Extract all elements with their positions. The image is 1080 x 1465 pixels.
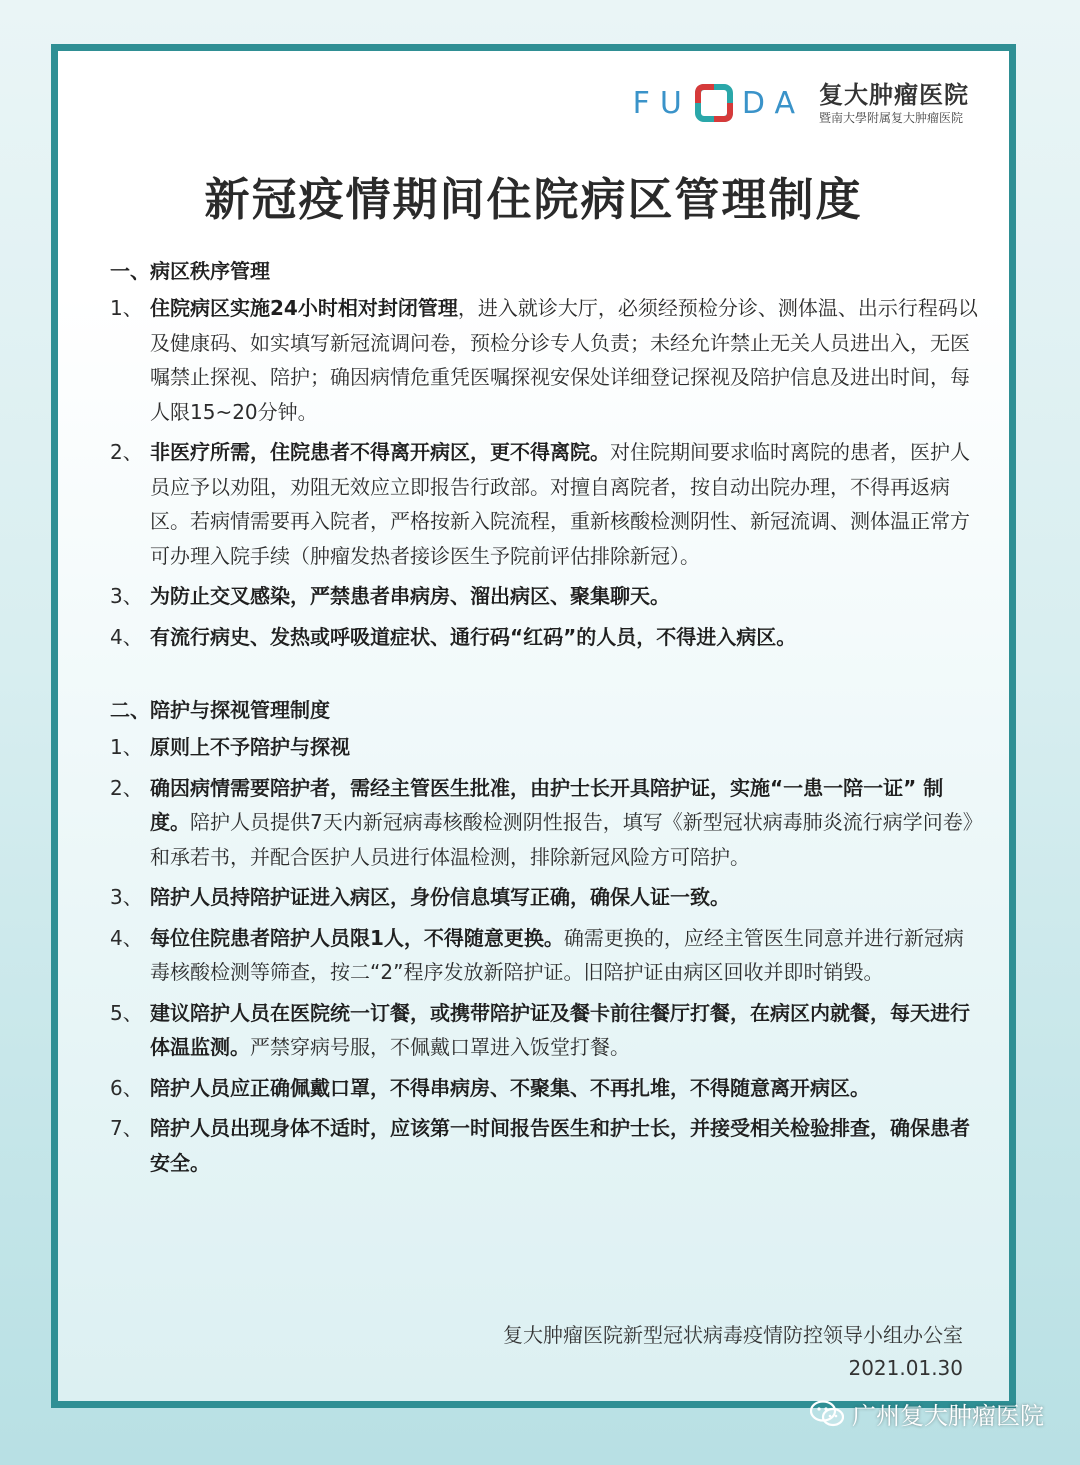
item-bold-text: 原则上不予陪护与探视	[150, 735, 350, 759]
item-body-text: 对住院期间要求临时离院的患者，医护人员应予以劝阻，劝阻无效应立即报告行政部。对擅自离院者，按自动出院办理，不得再返病区。若病情需要再入院者，严格按新入院流程，重新核酸检测阴性、新冠流调、测体温正常方可办理入院手续（肿瘤发热者接诊医生予院前评估排除新冠）。	[150, 440, 970, 568]
logo-name: 复大肿瘤医院	[819, 81, 969, 109]
list-item	[110, 996, 980, 1065]
section-heading-2: 二、陪护与探视管理制度	[110, 698, 330, 722]
hospital-logo	[633, 73, 969, 133]
item-number: 2、	[110, 440, 143, 464]
item-bold-text: 非医疗所需，住院患者不得离开病区，更不得离院。	[150, 440, 610, 464]
item-body-text: 严禁穿病号服，不佩戴口罩进入饭堂打餐。	[250, 1035, 630, 1059]
logo-letters	[633, 83, 805, 123]
item-bold-text: 每位住院患者陪护人员限1人，不得随意更换。	[150, 925, 564, 950]
item-text	[150, 730, 980, 765]
issuing-office: 复大肿瘤医院新型冠状病毒疫情防控领导小组办公室	[503, 1323, 963, 1347]
wechat-watermark	[810, 1396, 1044, 1431]
item-text	[150, 771, 980, 875]
item-number: 3、	[110, 584, 143, 608]
wechat-icon	[810, 1400, 844, 1428]
logo-mark-icon	[694, 83, 734, 123]
watermark-text: 广州复大肿瘤医院	[852, 1402, 1044, 1430]
notice-frame	[51, 44, 1016, 1408]
item-number: 4、	[110, 624, 143, 649]
item-bold-text: 有流行病史、发热或呼吸道症状、通行码“红码”的人员，不得进入病区。	[150, 624, 797, 649]
issue-date: 2021.01.30	[848, 1356, 963, 1380]
item-text	[150, 996, 980, 1065]
page-title: 新冠疫情期间住院病区管理制度	[204, 173, 863, 226]
list-item	[110, 880, 980, 915]
item-number: 7、	[110, 1116, 143, 1140]
item-bold-text: 住院病区实施24小时相对封闭管理	[150, 296, 458, 320]
item-number: 4、	[110, 925, 143, 950]
list-item	[110, 291, 980, 429]
item-text	[150, 921, 980, 990]
item-bold-text: 建议陪护人员在医院统一订餐，或携带陪护证及餐卡前往餐厅打餐，在病区内就餐，每天进行体温监测。	[150, 1000, 970, 1059]
logo-subtitle: 暨南大學附属复大肿瘤医院	[819, 111, 964, 125]
item-number: 1、	[110, 296, 143, 320]
item-number: 6、	[110, 1075, 143, 1100]
item-text	[150, 291, 980, 429]
list-item	[110, 620, 980, 655]
section-spacer	[110, 660, 980, 690]
list-item	[110, 771, 980, 875]
item-number: 2、	[110, 775, 143, 800]
item-text	[150, 1111, 980, 1180]
item-bold-text: 陪护人员持陪护证进入病区，身份信息填写正确，确保人证一致。	[150, 885, 730, 909]
item-text	[150, 435, 980, 573]
logo-letters-right: DA	[741, 85, 805, 121]
list-item	[110, 921, 980, 990]
item-number: 1、	[110, 735, 143, 759]
item-body-text: 确需更换的，应经主管医生同意并进行新冠病毒核酸检测等筛查，按二“2”程序发放新陪护证。旧陪护证由病区回收并即时销毁。	[150, 925, 964, 984]
item-text	[150, 1071, 980, 1106]
list-item	[110, 579, 980, 614]
item-bold-text: 陪护人员应正确佩戴口罩，不得串病房、不聚集、不再扎堆，不得随意离开病区。	[150, 1075, 870, 1100]
section-heading-1: 一、病区秩序管理	[110, 259, 270, 283]
list-item	[110, 1071, 980, 1106]
item-bold-text: 为防止交叉感染，严禁患者串病房、溜出病区、聚集聊天。	[150, 584, 670, 608]
item-text	[150, 579, 980, 614]
item-text	[150, 620, 980, 655]
item-text	[150, 880, 980, 915]
item-bold-text: 确因病情需要陪护者，需经主管医生批准，由护士长开具陪护证，实施“一患一陪一证” 制度。	[150, 775, 944, 834]
item-bold-text: 陪护人员出现身体不适时，应该第一时间报告医生和护士长，并接受相关检验排查，确保患者安全。	[150, 1116, 970, 1175]
notice-content	[110, 251, 980, 1186]
logo-text	[819, 80, 969, 126]
list-item	[110, 730, 980, 765]
item-body-text: 陪护人员提供7天内新冠病毒核酸检测阴性报告，填写《新型冠状病毒肺炎流行病学问卷》和承若书，并配合医护人员进行体温检测，排除新冠风险方可陪护。	[150, 810, 973, 869]
item-body-text: ，进入就诊大厅，必须经预检分诊、测体温、出示行程码以及健康码、如实填写新冠流调问卷，预检分诊专人负责；未经允许禁止无关人员进出入，无医嘱禁止探视、陪护；确因病情危重凭医嘱探视安保处详细登记探视及陪护信息及进出时间，每人限15~20分钟。	[150, 296, 978, 424]
list-item	[110, 1111, 980, 1180]
list-item	[110, 435, 980, 573]
logo-letters-left: FU	[632, 85, 692, 121]
item-number: 3、	[110, 885, 143, 909]
item-number: 5、	[110, 1000, 143, 1025]
